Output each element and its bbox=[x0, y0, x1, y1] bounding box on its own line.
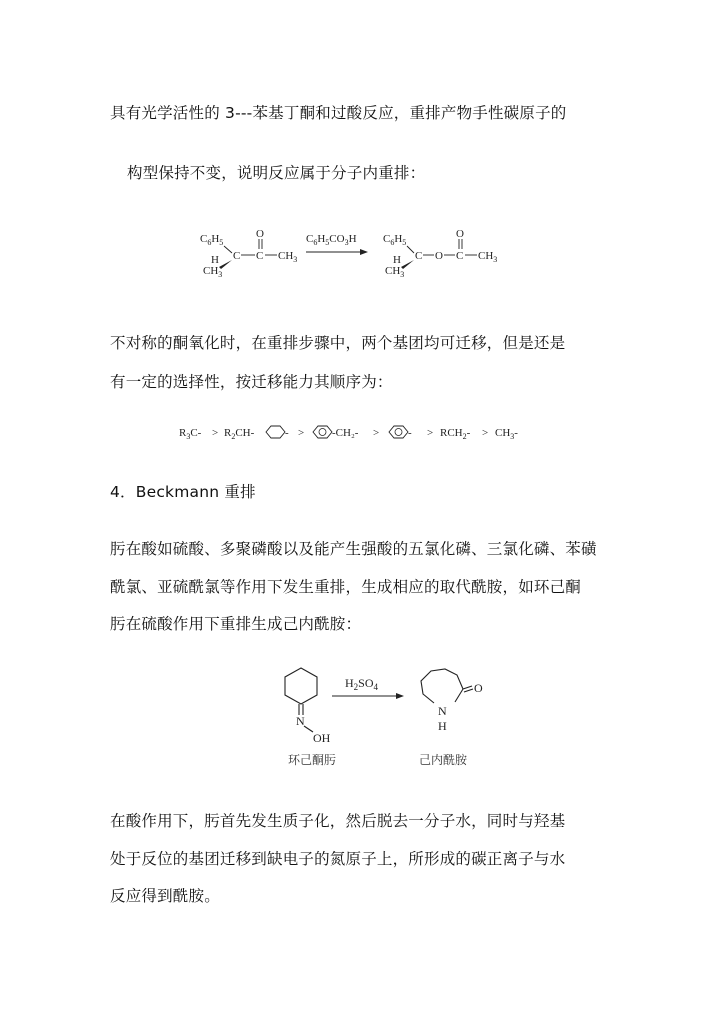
reaction-2-scheme bbox=[0, 660, 724, 780]
r1-left-c6h5: $C_6H_5$ bbox=[200, 233, 224, 247]
beckmann-line-2: 酰氯、亚硫酰氯等作用下发生重排，生成相应的取代酰胺，如环己酮 bbox=[110, 578, 582, 596]
mig-r3c: $R_3C-$ bbox=[179, 427, 202, 441]
r2-reagent: $H_2SO_4$ bbox=[345, 676, 379, 692]
r1-right-ch3: $CH_3$ bbox=[385, 265, 405, 279]
mig-rch2: $RCH_2-$ bbox=[440, 427, 471, 441]
migration-order bbox=[0, 418, 724, 448]
r2-lactam-h: H bbox=[438, 719, 447, 733]
reaction-1-scheme bbox=[0, 222, 724, 302]
mechanism-line-3: 反应得到酰胺。 bbox=[110, 887, 220, 905]
beckmann-line-1: 肟在酸如硫酸、多聚磷酸以及能产生强酸的五氯化磷、三氯化磷、苯磺 bbox=[110, 540, 597, 558]
intro-line-2: 构型保持不变，说明反应属于分子内重排： bbox=[127, 164, 426, 182]
selectivity-line-2: 有一定的选择性，按迁移能力其顺序为： bbox=[110, 373, 393, 391]
r1-left-c: C bbox=[233, 250, 241, 262]
r1-right-ch3-right: $CH_3$ bbox=[478, 250, 498, 264]
r1-left-o: O bbox=[256, 228, 264, 240]
mig-phenyl-ring bbox=[389, 426, 408, 438]
r1-left-ch3-right: $CH_3$ bbox=[278, 250, 298, 264]
r1-right-o: O bbox=[456, 228, 464, 240]
r2-lactam-ring bbox=[421, 669, 463, 703]
mig-phenyl-tail: - bbox=[408, 427, 412, 439]
r1-right-bond-c6h5 bbox=[407, 246, 414, 253]
r1-right-c: C bbox=[415, 250, 423, 262]
r1-right-carbonyl-c: C bbox=[456, 250, 464, 262]
mig-sep-4: > bbox=[427, 427, 434, 439]
mig-sep-1: > bbox=[212, 427, 219, 439]
mig-benzyl-tail: -CH₂- bbox=[332, 427, 359, 439]
r1-left-ch3: $CH_3$ bbox=[203, 265, 223, 279]
mig-sep-2: > bbox=[298, 427, 305, 439]
r2-co-double-2 bbox=[464, 689, 473, 692]
mig-cyclohexyl-tail: - bbox=[285, 427, 289, 439]
intro-line-1: 具有光学活性的 3---苯基丁酮和过酸反应，重排产物手性碳原子的 bbox=[110, 104, 567, 122]
r2-oh: OH bbox=[313, 731, 331, 745]
r2-right-caption: 己内酰胺 bbox=[419, 753, 468, 767]
r1-reagent: $C_6H_5CO_3H$ bbox=[306, 233, 357, 247]
mig-cyclohexyl-ring bbox=[266, 426, 285, 438]
r1-right-c6h5: $C_6H_5$ bbox=[383, 233, 407, 247]
r2-co-double-1 bbox=[463, 686, 472, 689]
r1-left-h: H bbox=[211, 254, 219, 266]
mig-sep-3: > bbox=[373, 427, 380, 439]
mig-r2ch: $R_2CH-$ bbox=[224, 427, 255, 441]
r2-lactam-n: N bbox=[438, 704, 447, 718]
mig-ch3: $CH_3-$ bbox=[495, 427, 518, 441]
r1-left-carbonyl-c: C bbox=[256, 250, 264, 262]
beckmann-line-3: 肟在硫酸作用下重排生成己内酰胺： bbox=[110, 615, 362, 633]
mechanism-line-2: 处于反位的基团迁移到缺电子的氮原子上，所形成的碳正离子与水 bbox=[110, 850, 566, 868]
r1-left-bond-c6h5 bbox=[224, 246, 232, 253]
mig-sep-5: > bbox=[482, 427, 489, 439]
r2-arrow-head bbox=[396, 693, 404, 699]
r2-cyclohexane-ring bbox=[285, 668, 317, 704]
r1-arrow-head bbox=[360, 249, 368, 255]
r2-n: N bbox=[296, 714, 305, 728]
mig-benzyl-ring bbox=[313, 426, 332, 438]
r1-right-h: H bbox=[393, 254, 401, 266]
r1-right-wedge bbox=[401, 260, 414, 269]
r2-lactam-o: O bbox=[474, 681, 483, 695]
mig-phenyl-circle bbox=[395, 429, 402, 436]
r2-n-o-bond bbox=[304, 726, 313, 732]
r1-left-wedge bbox=[219, 260, 232, 269]
r2-left-caption: 环己酮肟 bbox=[288, 753, 337, 767]
section-heading: 4．Beckmann 重排 bbox=[110, 483, 256, 501]
selectivity-line-1: 不对称的酮氧化时，在重排步骤中，两个基团均可迁移，但是还是 bbox=[110, 334, 566, 352]
mechanism-line-1: 在酸作用下，肟首先发生质子化，然后脱去一分子水，同时与羟基 bbox=[110, 812, 566, 830]
mig-benzyl-circle bbox=[319, 429, 326, 436]
r1-right-ester-o: O bbox=[435, 250, 443, 262]
